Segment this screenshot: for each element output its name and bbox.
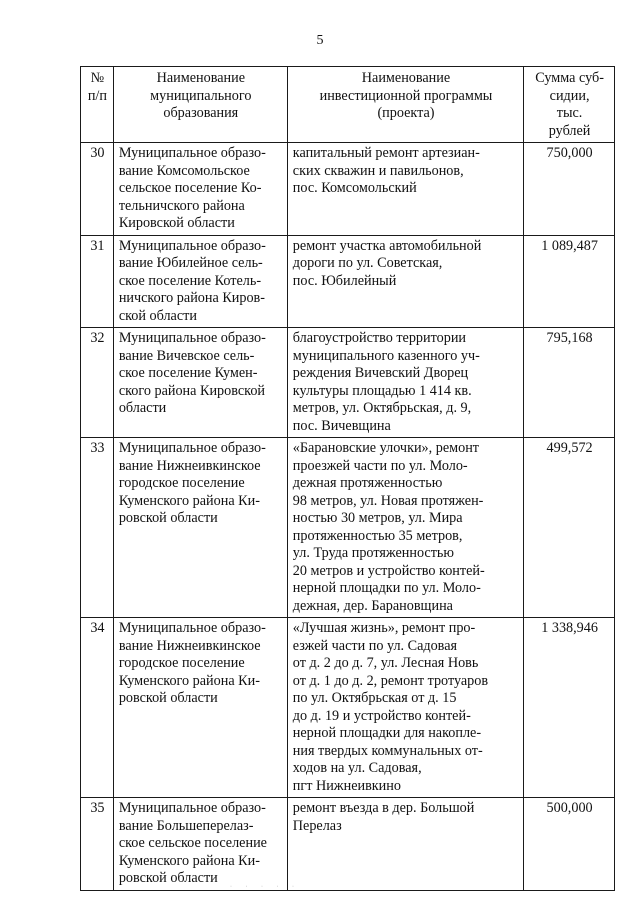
row-municipality: Муниципальное образо- вание Нижнеивкинское городское поселение Куменского района Ки- ровской области	[113, 618, 287, 798]
row-municipality: Муниципальное образо- вание Комсомольское сельское поселение Ко- тельничского района Кировской области	[113, 143, 287, 236]
table-row	[81, 235, 615, 328]
row-number: 31	[81, 235, 114, 328]
table-row	[81, 328, 615, 438]
table-row	[81, 798, 615, 891]
header-program: Наименование инвестиционной программы (проекта)	[287, 67, 523, 143]
row-number: 35	[81, 798, 114, 891]
row-number: 32	[81, 328, 114, 438]
row-program: «Лучшая жизнь», ремонт про- езжей части по ул. Садовая от д. 2 до д. 7, ул. Лесная Новь от д. 1 до д. 2, ремонт тротуаров по ул. Октябрьская от д. 15 до д. 19 и устройство контей- нерной площадки для накопле- ния твердых коммунальных от- ходов на ул. Садовая, пгт Нижнеивкино	[287, 618, 523, 798]
table-row	[81, 438, 615, 618]
row-number: 34	[81, 618, 114, 798]
subsidy-table	[80, 66, 615, 891]
header-number: № п/п	[81, 67, 114, 143]
header-sum: Сумма суб- сидии, тыс. рублей	[524, 67, 615, 143]
row-program: ремонт въезда в дер. Большой Перелаз	[287, 798, 523, 891]
header-municipality: Наименование муниципального образования	[113, 67, 287, 143]
row-sum: 1 089,487	[524, 235, 615, 328]
row-number: 30	[81, 143, 114, 236]
row-sum: 750,000	[524, 143, 615, 236]
row-program: благоустройство территории муниципального казенного уч- реждения Вичевский Дворец культуры площадью 1 414 кв. метров, ул. Октябрьская, д. 9, пос. Вичевщина	[287, 328, 523, 438]
row-sum: 500,000	[524, 798, 615, 891]
row-municipality: Муниципальное образо- вание Большеперелаз- ское сельское поселение Куменского района Ки- ровской области	[113, 798, 287, 891]
page-number: 5	[316, 33, 324, 48]
row-program: капитальный ремонт артезиан- ских скважин и павильонов, пос. Комсомольский	[287, 143, 523, 236]
table-row	[81, 618, 615, 798]
row-municipality: Муниципальное образо- вание Вичевское сель- ское поселение Кумен- ского района Кировской области	[113, 328, 287, 438]
table-header-row	[81, 67, 615, 143]
table-row	[81, 143, 615, 236]
row-program: «Барановские улочки», ремонт проезжей части по ул. Моло- дежная протяженностью 98 метров, ул. Новая протяжен- ностью 30 метров, ул. Мира протяженностью 35 метров, ул. Труда протяженностью 20 метров и устройство контей- нерной площадки по ул. Моло- дежная, дер. Барановщина	[287, 438, 523, 618]
row-municipality: Муниципальное образо- вание Нижнеивкинское городское поселение Куменского района Ки- ровской области	[113, 438, 287, 618]
row-program: ремонт участка автомобильной дороги по ул. Советская, пос. Юбилейный	[287, 235, 523, 328]
row-sum: 795,168	[524, 328, 615, 438]
row-sum: 1 338,946	[524, 618, 615, 798]
row-number: 33	[81, 438, 114, 618]
row-municipality: Муниципальное образо- вание Юбилейное сель- ское поселение Котель- ничского района Киров- ской области	[113, 235, 287, 328]
row-sum: 499,572	[524, 438, 615, 618]
scan-specks: · · · · ·	[230, 884, 300, 890]
